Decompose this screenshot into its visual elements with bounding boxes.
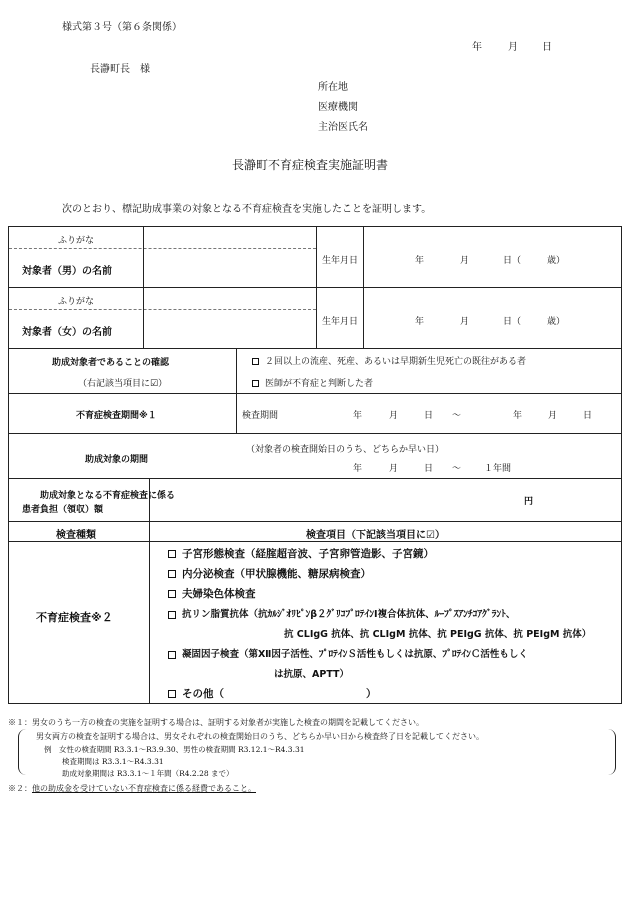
- period-end-month: 月: [548, 411, 558, 421]
- period-prefix: 検査期間: [242, 411, 279, 421]
- note-1-line-4: 助成対象期間は R3.3.1～１年間（R4.2.28 まで）: [62, 769, 234, 778]
- subsidy-label: 助成対象の期間: [85, 455, 149, 465]
- male-birth-age: 歳）: [547, 256, 566, 266]
- male-birth-day: 日（: [503, 256, 522, 266]
- item-endocrine[interactable]: 内分泌検査（甲状腺機能、糖尿病検査）: [168, 566, 371, 581]
- male-birth-year: 年: [415, 256, 425, 266]
- female-birth-month: 月: [460, 317, 470, 327]
- subsidy-year: 年: [353, 464, 363, 474]
- item-other-close: ）: [366, 688, 377, 700]
- document-title: 長瀞町不育症検査実施証明書: [232, 158, 389, 172]
- test-type-value: 不育症検査※２: [36, 611, 113, 624]
- checkbox-other[interactable]: [168, 690, 176, 698]
- burden-unit: 円: [524, 497, 534, 507]
- female-furigana-field[interactable]: [145, 289, 315, 308]
- note-1: ※１：男女のうち一方の検査の実施を証明する場合は、証明する対象者が実施した検査の期間を記載してください。: [8, 718, 424, 727]
- addressee: 長瀞町長 様: [90, 64, 150, 75]
- checkbox-chromosome[interactable]: [168, 590, 176, 598]
- item-chromosome[interactable]: 夫婦染色体検査: [168, 586, 256, 601]
- item-other[interactable]: その他（: [168, 686, 224, 701]
- confirm-label: 助成対象者であることの確認: [52, 358, 170, 368]
- checkbox-doctor-diagnosis[interactable]: [252, 380, 259, 387]
- confirm-option-1[interactable]: ２回以上の流産、死産、あるいは早期新生児死亡の既往がある者: [252, 354, 526, 367]
- period-end-year: 年: [513, 411, 523, 421]
- subsidy-one-year: １年間: [484, 464, 512, 474]
- item-coagulation[interactable]: 凝固因子検査（第Ⅻ因子活性、ﾌﾟﾛﾃｲﾝＳ活性もしくは抗原、ﾌﾟﾛﾃｲﾝＣ活性もしく: [168, 646, 528, 660]
- checkbox-uterine[interactable]: [168, 550, 176, 558]
- note-1-line-2: 例 女性の検査期間 R3.3.1～R3.9.30、男性の検査期間 R3.12.1～R4.3.31: [44, 745, 305, 754]
- test-type-header: 検査種類: [56, 530, 96, 541]
- item-antiphospholipid[interactable]: 抗リン脂質抗体（抗ｶﾙｼﾞｵﾘﾋﾟﾝβ２ｸﾞﾘｺﾌﾟﾛﾃｲﾝⅠ複合体抗体、ﾙｰﾌﾟｽｱﾝﾁｺｱｸﾞﾗﾝﾄ、: [168, 606, 515, 620]
- item-uterine-morphology[interactable]: 子宮形態検査（経腟超音波、子宮卵管造影、子宮鏡）: [168, 546, 434, 561]
- confirm-option-2[interactable]: 医師が不育症と判断した者: [252, 376, 373, 389]
- note-2-text: 他の助成金を受けていない不育症検査に係る経費であること。: [32, 784, 256, 793]
- issuer-institution-label: 医療機関: [318, 102, 358, 113]
- issuer-doctor-label: 主治医氏名: [318, 122, 368, 133]
- test-items-header: 検査項目（下記該当項目に☑）: [306, 530, 445, 541]
- burden-label-line1: 助成対象となる不育症検査に係る: [40, 491, 176, 501]
- burden-amount-field[interactable]: [152, 480, 512, 520]
- female-birth-year: 年: [415, 317, 425, 327]
- issuer-address-label: 所在地: [318, 82, 348, 93]
- furigana-label-female: ふりがな: [58, 297, 95, 307]
- form-number: 様式第３号（第６条関係）: [62, 22, 182, 33]
- other-input-field[interactable]: [240, 686, 362, 700]
- confirm-sub-label: （右記該当項目に☑）: [78, 379, 168, 389]
- male-birth-month: 月: [460, 256, 470, 266]
- subsidy-day: 日: [424, 464, 434, 474]
- period-end-day: 日: [583, 411, 593, 421]
- male-name-field[interactable]: [145, 250, 315, 286]
- female-name-label: 対象者（女）の名前: [22, 327, 112, 338]
- female-birth-age: 歳）: [547, 317, 566, 327]
- intro-text: 次のとおり、標記助成事業の対象となる不育症検査を実施したことを証明します。: [62, 204, 432, 215]
- subsidy-month: 月: [389, 464, 399, 474]
- period-tilde: ～: [452, 411, 462, 421]
- checkbox-coagulation[interactable]: [168, 651, 176, 659]
- note-2-prefix: ※２：: [8, 784, 32, 793]
- date-year-label: 年: [472, 42, 482, 53]
- period-start-day: 日: [424, 411, 434, 421]
- note-1-line-3: 検査期間は R3.3.1～R4.3.31: [62, 757, 164, 766]
- male-furigana-field[interactable]: [145, 228, 315, 247]
- female-birth-day: 日（: [503, 317, 522, 327]
- period-start-year: 年: [353, 411, 363, 421]
- checkbox-antiphospholipid[interactable]: [168, 611, 176, 619]
- item-coagulation-cont: は抗原、APTT）: [274, 669, 349, 680]
- female-birth-label: 生年月日: [322, 317, 359, 327]
- checkbox-miscarriage[interactable]: [252, 358, 259, 365]
- note-2: [8, 783, 256, 794]
- subsidy-tilde: ～: [452, 464, 462, 474]
- burden-label-line2: 患者負担（領収）額: [22, 505, 104, 515]
- male-name-label: 対象者（男）の名前: [22, 266, 112, 277]
- period-start-month: 月: [389, 411, 399, 421]
- date-month-label: 月: [508, 42, 518, 53]
- male-birth-label: 生年月日: [322, 256, 359, 266]
- item-antiphospholipid-cont: 抗 CLIgG 抗体、抗 CLIgM 抗体、抗 PEIgG 抗体、抗 PEIgM 抗体）: [284, 629, 592, 640]
- checkbox-endocrine[interactable]: [168, 570, 176, 578]
- period-label: 不育症検査期間※１: [76, 411, 157, 421]
- furigana-label-male: ふりがな: [58, 236, 95, 246]
- date-day-label: 日: [542, 42, 552, 53]
- female-name-field[interactable]: [145, 311, 315, 347]
- note-1-line-1: 男女両方の検査を証明する場合は、男女それぞれの検査開始日のうち、どちらか早い日から検査終了日を記載してください。: [36, 732, 484, 741]
- subsidy-note: （対象者の検査開始日のうち、どちらか早い日）: [246, 445, 445, 455]
